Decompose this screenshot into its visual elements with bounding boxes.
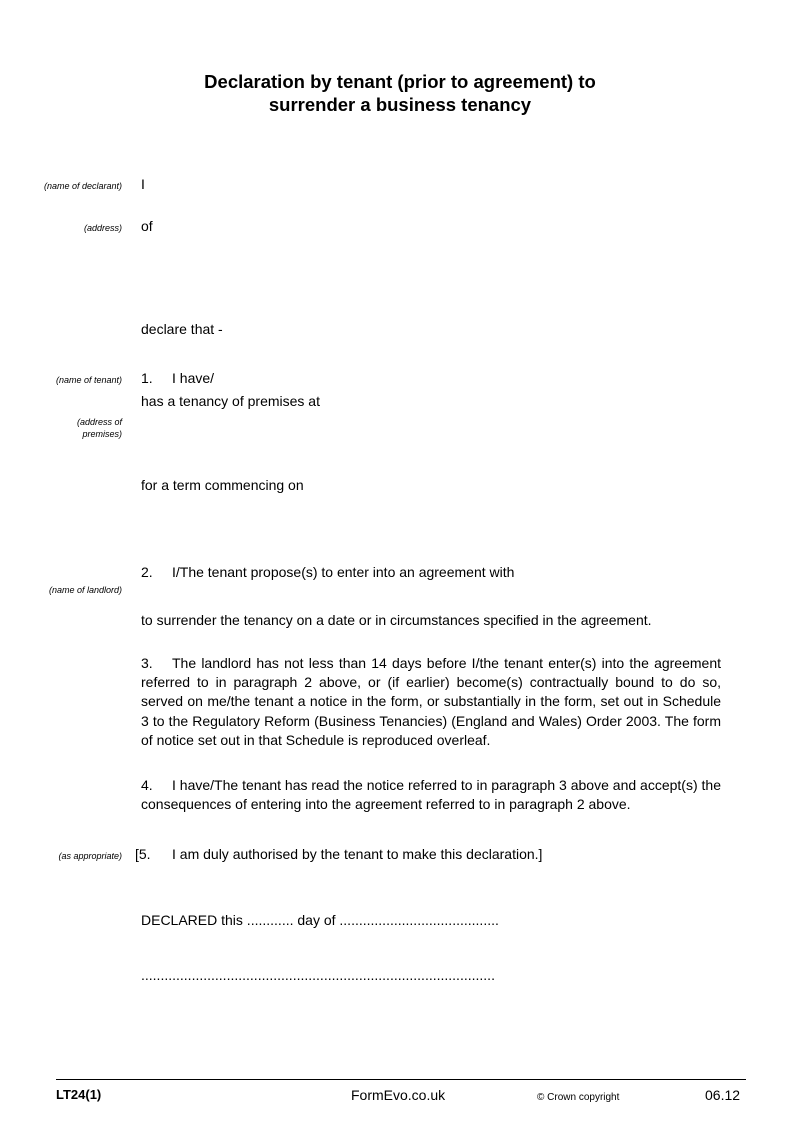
para3-text: The landlord has not less than 14 days before I/the tenant enter(s) into the agreement referred to in paragraph 2 above, or (if earlier) become(s) contractually bound to do so, served on me/the tenant a notice in the form, or substantially in the form, set out in Schedule 3 to the Regulatory Reform (Business Tenancies) (England and Wales) Order 2003. The form of notice set out in that Schedule is reproduced overleaf. <box>141 655 721 748</box>
footer-form-code: LT24(1) <box>56 1087 102 1102</box>
para1-tenancy-text: has a tenancy of premises at <box>141 393 320 409</box>
form-title-line-1: Declaration by tenant (prior to agreement) to <box>204 71 596 92</box>
para5-number: [5. <box>135 846 151 862</box>
margin-note-name-of-tenant: (name of tenant) <box>55 375 122 385</box>
para2-surrender-text: to surrender the tenancy on a date or in circumstances specified in the agreement. <box>141 612 652 628</box>
margin-note-as-appropriate: (as appropriate) <box>58 851 122 861</box>
para1-term-text: for a term commencing on <box>141 477 304 493</box>
para4 <box>141 776 721 814</box>
declared-line: DECLARED this ............ day of ......................................... <box>141 912 499 928</box>
footer-copyright: © Crown copyright <box>537 1092 620 1103</box>
para2-text: I/The tenant propose(s) to enter into an agreement with <box>172 564 515 580</box>
para1-i-have-text: I have/ <box>172 370 215 386</box>
margin-note-address: (address) <box>83 223 122 233</box>
declare-that-label: declare that - <box>141 321 223 337</box>
declarant-of-label: of <box>141 218 153 234</box>
para5-text: I am duly authorised by the tenant to make this declaration.] <box>172 846 543 862</box>
signature-line: ........................................................................................... <box>141 967 495 983</box>
margin-note-name-of-landlord: (name of landlord) <box>48 585 122 595</box>
declarant-i-label: I <box>141 176 145 192</box>
para1-number: 1. <box>141 370 153 386</box>
para2-number: 2. <box>141 564 153 580</box>
para4-text: I have/The tenant has read the notice referred to in paragraph 3 above and accept(s) the consequences of entering into the agreement referred to in paragraph 2 above. <box>141 777 721 813</box>
para1-i-have <box>141 369 214 388</box>
para2-line <box>141 563 514 582</box>
form-title-line-2: surrender a business tenancy <box>268 94 532 115</box>
para3-number: 3. <box>141 655 153 671</box>
para5-line <box>135 845 542 864</box>
footer-rule <box>56 1079 746 1080</box>
margin-note-address-of-premises-2: premises) <box>82 429 122 439</box>
margin-note-address-of-premises-1: (address of <box>76 417 122 427</box>
margin-note-name-of-declarant: (name of declarant) <box>43 181 122 191</box>
para4-number: 4. <box>141 777 153 793</box>
para3 <box>141 654 721 750</box>
footer-site: FormEvo.co.uk <box>351 1087 446 1103</box>
footer-version: 06.12 <box>705 1087 741 1103</box>
